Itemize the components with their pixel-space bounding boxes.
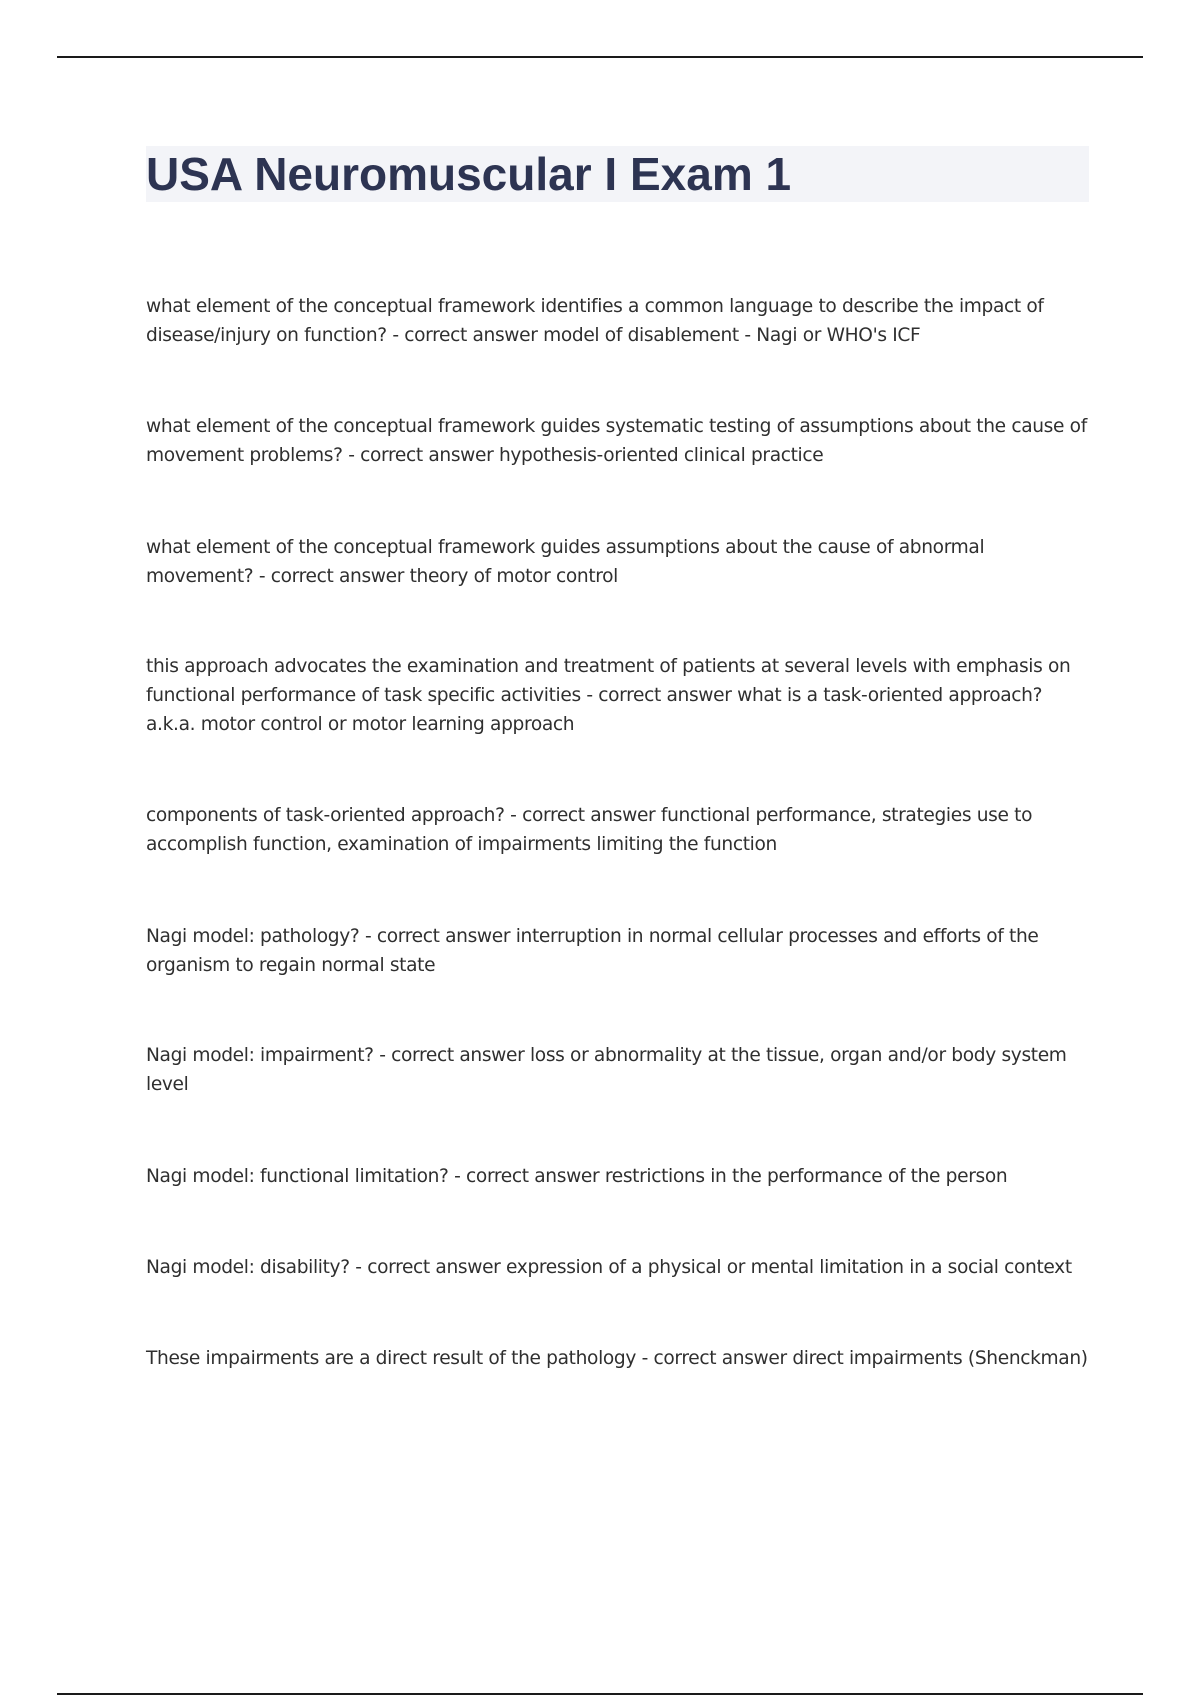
qa-item: what element of the conceptual framework guides assumptions about the cause of abnormal movement? - correct answer theory of motor control — [146, 537, 985, 587]
top-rule — [57, 56, 1143, 58]
qa-item: what element of the conceptual framework guides systematic testing of assumptions about the cause of movement problems? - correct answer hypothesis-oriented clinical practice — [146, 416, 1087, 466]
qa-item: Nagi model: disability? - correct answer expression of a physical or mental limitation in a social context — [146, 1257, 1072, 1278]
qa-item: Nagi model: pathology? - correct answer interruption in normal cellular processes and efforts of the organism to regain normal state — [146, 926, 1039, 976]
qa-item: this approach advocates the examination and treatment of patients at several levels with emphasis on functional performance of task specific activities - correct answer what is a task-oriented approach? a.k.a. motor control or motor learning approach — [146, 656, 1071, 735]
qa-item: Nagi model: functional limitation? - correct answer restrictions in the performance of the person — [146, 1166, 1008, 1187]
qa-item: components of task-oriented approach? - correct answer functional performance, strategies use to accomplish function, examination of impairments limiting the function — [146, 805, 1033, 855]
document-title: USA Neuromuscular I Exam 1 — [146, 148, 792, 200]
qa-item: These impairments are a direct result of the pathology - correct answer direct impairments (Shenckman) — [146, 1348, 1088, 1369]
qa-item: Nagi model: impairment? - correct answer loss or abnormality at the tissue, organ and/or body system level — [146, 1045, 1067, 1095]
qa-item: what element of the conceptual framework identifies a common language to describe the impact of disease/injury on function? - correct answer model of disablement - Nagi or WHO's ICF — [146, 296, 1044, 346]
bottom-rule — [57, 1693, 1143, 1695]
